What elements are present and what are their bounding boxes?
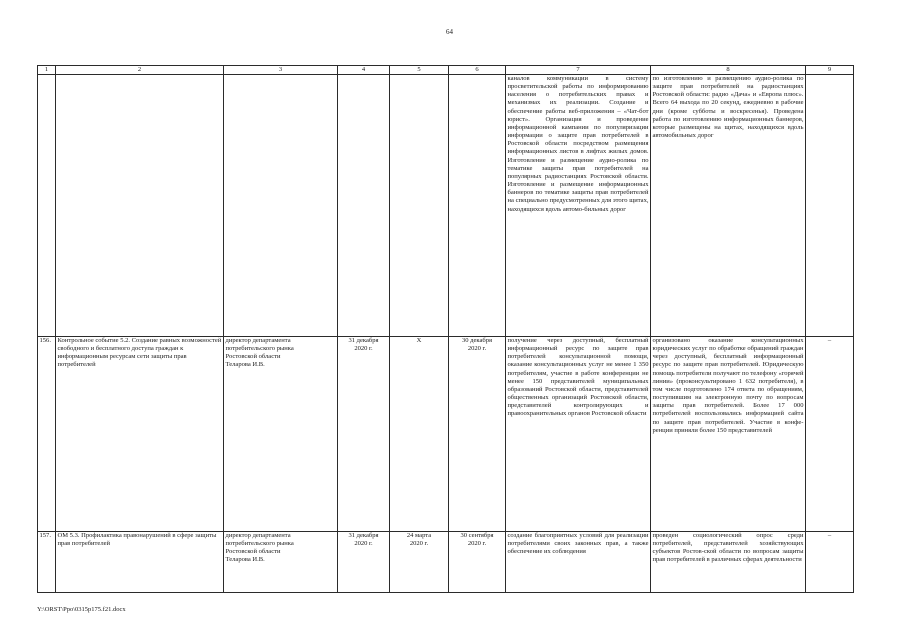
- start-date-cell: 24 марта 2020 г.: [390, 532, 449, 593]
- planned-date-cell: [338, 75, 390, 337]
- expected-result-cell: создание благоприятных условий для реализации потребителями своих законных прав, а также обеспечение их соблюдения: [506, 532, 651, 593]
- row-number-cell: 156.: [38, 337, 56, 532]
- responsible-cell: [224, 75, 338, 337]
- note-cell: –: [806, 337, 854, 532]
- actual-result-cell: организовано оказание консультационных юридических услуг по обработке обращений граждан через доступный, бесплатный информационный ресурс по защите прав потребителей. Юридическую помощь потребители получают по телефону «горячей линии» (проконсультировано 1 632 потребителя), в том числе подготовлено 174 ответа по обращениям, поступившим на электронную почту по вопросам защиты прав потребителей. Более 17 000 потребителей воспользовались информацией сайта по защите прав потребителей. Участие в конфе-ренции приняли более 150 представителей: [651, 337, 806, 532]
- actual-result-cell: по изготовлению и размещению аудио-ролика по защите прав потребителей на радиостанциях Ростовской области: радио «Дача» и «Европа плюс». Всего 64 выхода по 20 секунд, ежедневно в рабочие дни (кроме субботы и воскресенья). Проведена работа по изготовлению информационных баннеров, которые размещены на щитах, находящихся вдоль автомобильных дорог: [651, 75, 806, 337]
- header-row: [38, 66, 854, 75]
- start-date-cell: [390, 75, 449, 337]
- file-path: Y:\ORST\Ppo\0315p175.f21.docx: [37, 606, 126, 613]
- start-date-cell: X: [390, 337, 449, 532]
- end-date-cell: [449, 75, 506, 337]
- column-header: 1: [38, 66, 56, 75]
- expected-result-cell: каналов коммуникации в систему просветительской работы по информированию населения о потребительских правах и механизмах их реализации. Создание и обеспечение работы веб-приложения – «Чат-бот юрист». Организация и проведение информационной кампании по популяризации информации о защите прав потребителей в Ростовской области посредством размещения информационных листов в лифтах жилых домов. Изготовление и размещение аудио-ролика по тематике защиты прав потребителей на популярных радиостанциях Ростовской области. Изготовление и размещение информационных баннеров по тематике защиты прав потребителей на специально предусмотренных для этого щитах, находящихся вдоль автомо-бильных дорог: [506, 75, 651, 337]
- planned-date-cell: 31 декабря 2020 г.: [338, 337, 390, 532]
- column-header: 6: [449, 66, 506, 75]
- event-name-cell: ОМ 5.3. Профилактика правонарушений в сфере защиты прав потребителей: [56, 532, 224, 593]
- end-date-cell: 30 сентября 2020 г.: [449, 532, 506, 593]
- column-header: 9: [806, 66, 854, 75]
- column-header: 8: [651, 66, 806, 75]
- table-row: [38, 337, 854, 532]
- page-number: 64: [446, 28, 453, 36]
- expected-result-cell: получение через доступный, бесплатный информационный ресурс по защите прав потребителей консультационной помощи, оказание консультационных услуг не менее 1 350 потребителям, участие в работе конференции не менее 150 представителей муниципальных образований Ростовской области, представителей общественных организаций Ростовской области, представителей контролирующих и правоохранительных органов Ростовской области: [506, 337, 651, 532]
- responsible-cell: директор департамента потребительского рынка Ростовской области Теларова И.В.: [224, 337, 338, 532]
- column-header: 4: [338, 66, 390, 75]
- column-header: 7: [506, 66, 651, 75]
- row-number-cell: [38, 75, 56, 337]
- column-header: 2: [56, 66, 224, 75]
- note-cell: [806, 75, 854, 337]
- event-name-cell: [56, 75, 224, 337]
- end-date-cell: 30 декабря 2020 г.: [449, 337, 506, 532]
- note-cell: –: [806, 532, 854, 593]
- report-table: [37, 65, 854, 593]
- responsible-cell: директор департамента потребительского рынка Ростовской области Теларова И.В.: [224, 532, 338, 593]
- actual-result-cell: проведен социологический опрос среди потребителей, представителей хозяйствующих субъектов Ростов-ской области по вопросам защиты прав потребителей в различных сферах деятельности: [651, 532, 806, 593]
- column-header: 3: [224, 66, 338, 75]
- table-row: [38, 75, 854, 337]
- planned-date-cell: 31 декабря 2020 г.: [338, 532, 390, 593]
- table-row: [38, 532, 854, 593]
- column-header: 5: [390, 66, 449, 75]
- event-name-cell: Контрольное событие 5.2. Создание равных возможностей свободного и бесплатного доступа граждан к информационным ресурсам сети защиты прав потребителей: [56, 337, 224, 532]
- row-number-cell: 157.: [38, 532, 56, 593]
